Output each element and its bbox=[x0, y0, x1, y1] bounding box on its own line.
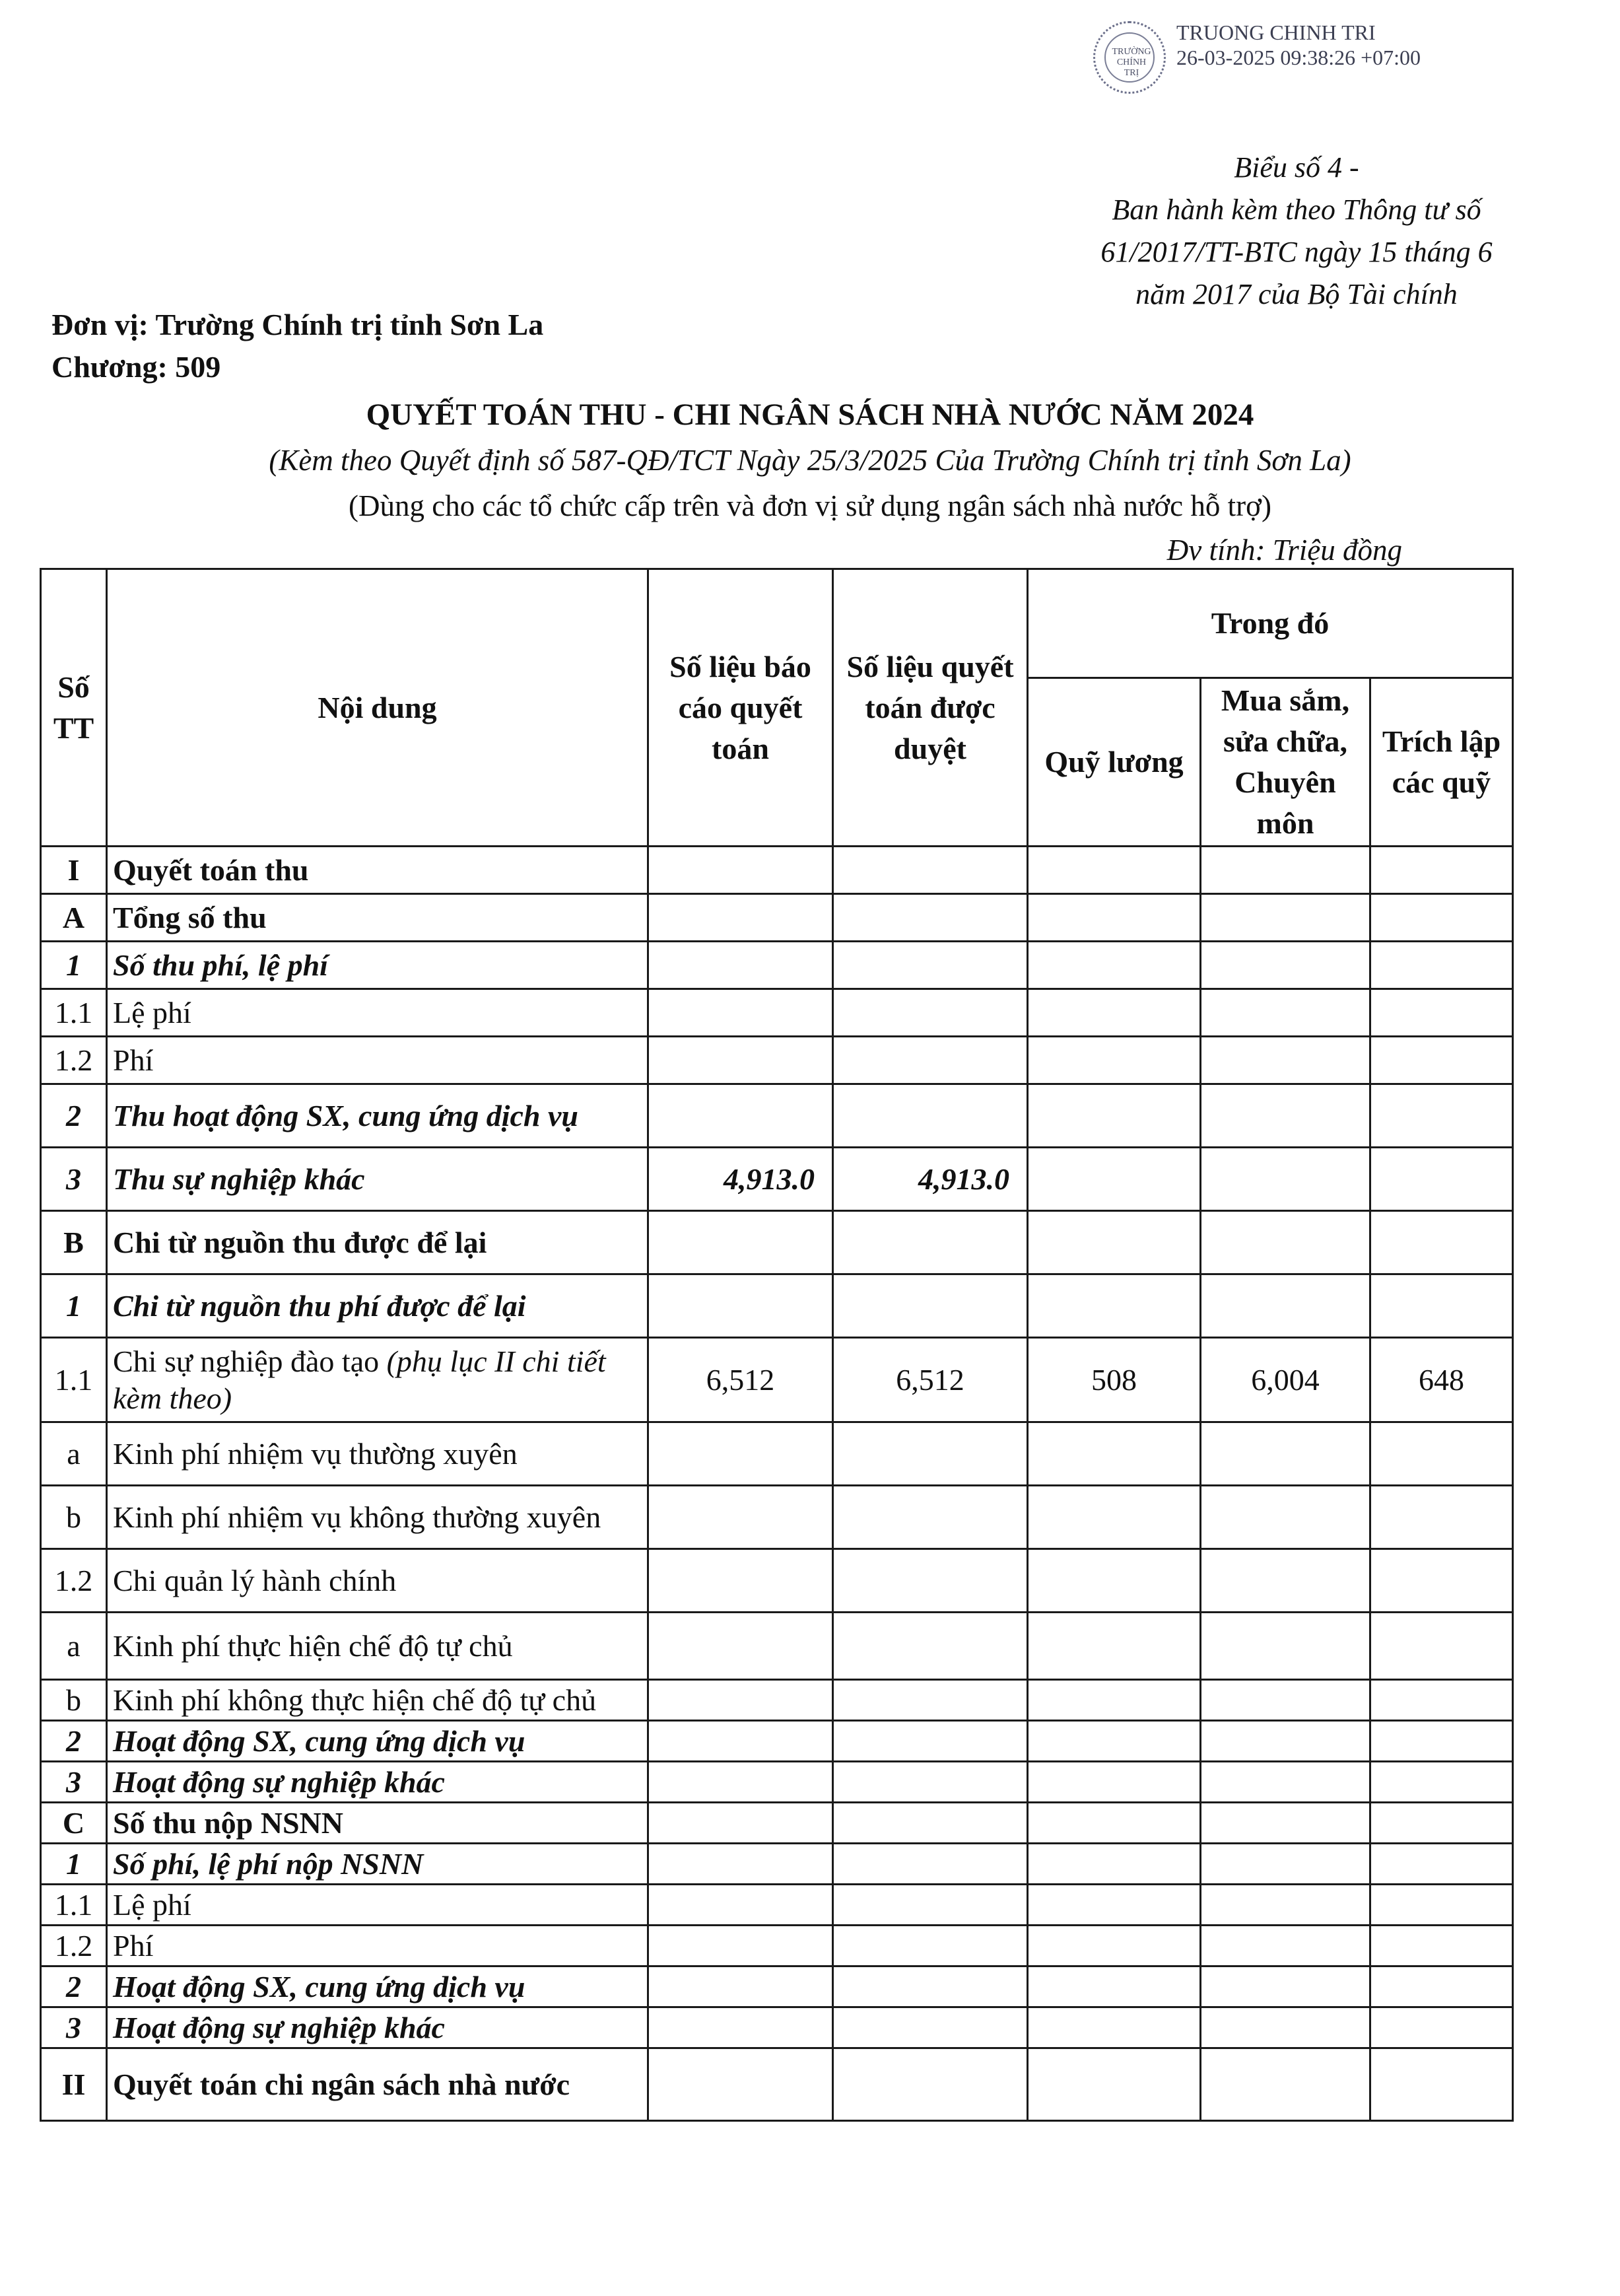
header-approved: Số liệu quyết toán được duyệt bbox=[833, 569, 1028, 847]
table-row bbox=[41, 1486, 1513, 1549]
cell-salary-fund bbox=[1028, 847, 1201, 894]
cell-salary-fund bbox=[1028, 1680, 1201, 1721]
cell-procurement bbox=[1201, 1680, 1370, 1721]
table-row bbox=[41, 1844, 1513, 1885]
table-row bbox=[41, 1721, 1513, 1762]
cell-approved bbox=[833, 1613, 1028, 1680]
digital-signature-seal bbox=[1093, 21, 1166, 94]
cell-reported: 4,913.0 bbox=[648, 1148, 833, 1211]
form-reference-line: Ban hành kèm theo Thông tư số bbox=[1112, 193, 1481, 226]
row-content bbox=[107, 942, 648, 989]
cell-salary-fund bbox=[1028, 989, 1201, 1037]
cell-procurement bbox=[1201, 1486, 1370, 1549]
cell-procurement bbox=[1201, 1084, 1370, 1148]
table-body bbox=[41, 847, 1513, 2121]
budget-settlement-table bbox=[40, 568, 1514, 2122]
row-content-text: Hoạt động SX, cung ứng dịch vụ bbox=[113, 1723, 525, 1758]
row-stt: a bbox=[41, 1613, 107, 1680]
cell-procurement bbox=[1201, 1274, 1370, 1338]
currency-unit-note: Đv tính: Triệu đồng bbox=[1166, 534, 1402, 567]
row-stt: 1.2 bbox=[41, 1037, 107, 1084]
row-stt: 1 bbox=[41, 1844, 107, 1885]
cell-salary-fund bbox=[1028, 1211, 1201, 1274]
cell-fund-allocation bbox=[1370, 1803, 1513, 1844]
cell-salary-fund bbox=[1028, 942, 1201, 989]
table-row bbox=[41, 942, 1513, 989]
row-stt: 1.1 bbox=[41, 1885, 107, 1926]
cell-fund-allocation bbox=[1370, 1721, 1513, 1762]
cell-procurement bbox=[1201, 1549, 1370, 1613]
signer-name: TRUONG CHINH TRI bbox=[1176, 20, 1376, 44]
row-content bbox=[107, 847, 648, 894]
row-stt: 1.1 bbox=[41, 989, 107, 1037]
cell-reported bbox=[648, 1762, 833, 1803]
cell-reported bbox=[648, 894, 833, 942]
cell-salary-fund bbox=[1028, 1721, 1201, 1762]
cell-approved bbox=[833, 1211, 1028, 1274]
row-content-text: Quyết toán thu bbox=[113, 852, 309, 887]
cell-fund-allocation bbox=[1370, 1549, 1513, 1613]
cell-salary-fund bbox=[1028, 1084, 1201, 1148]
table-row bbox=[41, 1966, 1513, 2007]
cell-procurement bbox=[1201, 1037, 1370, 1084]
cell-salary-fund bbox=[1028, 1885, 1201, 1926]
cell-reported bbox=[648, 2007, 833, 2048]
row-content-text: Kinh phí không thực hiện chế độ tự chủ bbox=[113, 1683, 597, 1717]
cell-reported bbox=[648, 1721, 833, 1762]
table-row bbox=[41, 1926, 1513, 1966]
cell-salary-fund bbox=[1028, 2048, 1201, 2121]
table-row bbox=[41, 1084, 1513, 1148]
cell-procurement bbox=[1201, 1211, 1370, 1274]
table-row bbox=[41, 1148, 1513, 1211]
row-content-text: Chi từ nguồn thu được để lại bbox=[113, 1225, 487, 1259]
cell-procurement bbox=[1201, 1844, 1370, 1885]
table-row bbox=[41, 894, 1513, 942]
row-content bbox=[107, 1680, 648, 1721]
row-content bbox=[107, 1966, 648, 2007]
table-row bbox=[41, 1338, 1513, 1422]
cell-reported bbox=[648, 1680, 833, 1721]
cell-procurement bbox=[1201, 1803, 1370, 1844]
cell-approved bbox=[833, 1803, 1028, 1844]
row-content bbox=[107, 1844, 648, 1885]
cell-fund-allocation bbox=[1370, 2007, 1513, 2048]
row-content-text: Tổng số thu bbox=[113, 900, 267, 934]
cell-fund-allocation bbox=[1370, 1613, 1513, 1680]
row-stt: 1.2 bbox=[41, 1549, 107, 1613]
table-row bbox=[41, 1211, 1513, 1274]
usage-note: (Dùng cho các tổ chức cấp trên và đơn vị sử dụng ngân sách nhà nước hỗ trợ) bbox=[349, 489, 1271, 522]
row-content-text: Quyết toán chi ngân sách nhà nước bbox=[113, 2067, 570, 2101]
cell-fund-allocation bbox=[1370, 1762, 1513, 1803]
cell-approved bbox=[833, 847, 1028, 894]
row-content bbox=[107, 1549, 648, 1613]
row-content-text: Lệ phí bbox=[113, 995, 191, 1029]
cell-procurement bbox=[1201, 1966, 1370, 2007]
cell-fund-allocation bbox=[1370, 989, 1513, 1037]
cell-reported bbox=[648, 1422, 833, 1486]
cell-procurement bbox=[1201, 2048, 1370, 2121]
row-stt: I bbox=[41, 847, 107, 894]
cell-fund-allocation bbox=[1370, 1274, 1513, 1338]
table-row bbox=[41, 1680, 1513, 1721]
row-content bbox=[107, 1803, 648, 1844]
cell-procurement bbox=[1201, 1885, 1370, 1926]
row-content-text: Lệ phí bbox=[113, 1887, 191, 1922]
row-stt: 3 bbox=[41, 1148, 107, 1211]
row-stt: 2 bbox=[41, 1721, 107, 1762]
row-stt: B bbox=[41, 1211, 107, 1274]
cell-procurement bbox=[1201, 942, 1370, 989]
cell-reported bbox=[648, 1926, 833, 1966]
row-content bbox=[107, 1148, 648, 1211]
cell-salary-fund bbox=[1028, 1274, 1201, 1338]
cell-approved bbox=[833, 2007, 1028, 2048]
cell-procurement bbox=[1201, 847, 1370, 894]
form-reference-line: năm 2017 của Bộ Tài chính bbox=[1135, 278, 1458, 310]
row-content bbox=[107, 989, 648, 1037]
row-content bbox=[107, 1885, 648, 1926]
cell-reported bbox=[648, 1274, 833, 1338]
cell-salary-fund bbox=[1028, 1613, 1201, 1680]
cell-fund-allocation bbox=[1370, 847, 1513, 894]
row-content bbox=[107, 2048, 648, 2121]
row-content bbox=[107, 1926, 648, 1966]
cell-fund-allocation bbox=[1370, 1885, 1513, 1926]
cell-salary-fund bbox=[1028, 1926, 1201, 1966]
row-content bbox=[107, 894, 648, 942]
cell-salary-fund bbox=[1028, 1422, 1201, 1486]
cell-salary-fund bbox=[1028, 1549, 1201, 1613]
unit-name: Đơn vị: Trường Chính trị tỉnh Sơn La bbox=[51, 308, 544, 341]
table-row bbox=[41, 1037, 1513, 1084]
cell-approved bbox=[833, 2048, 1028, 2121]
row-stt: a bbox=[41, 1422, 107, 1486]
signed-timestamp: 26-03-2025 09:38:26 +07:00 bbox=[1176, 46, 1421, 69]
cell-reported bbox=[648, 1486, 833, 1549]
cell-fund-allocation bbox=[1370, 1037, 1513, 1084]
row-content-text: Số thu nộp NSNN bbox=[113, 1805, 343, 1840]
table-row bbox=[41, 1274, 1513, 1338]
table-row bbox=[41, 1613, 1513, 1680]
row-content bbox=[107, 2007, 648, 2048]
row-content-text: Số thu phí, lệ phí bbox=[113, 948, 328, 982]
row-content bbox=[107, 1762, 648, 1803]
cell-approved bbox=[833, 1680, 1028, 1721]
cell-approved bbox=[833, 1885, 1028, 1926]
cell-reported bbox=[648, 942, 833, 989]
cell-procurement bbox=[1201, 1613, 1370, 1680]
cell-reported bbox=[648, 1966, 833, 2007]
row-content bbox=[107, 1486, 648, 1549]
cell-approved bbox=[833, 1721, 1028, 1762]
row-content-text: Hoạt động sự nghiệp khác bbox=[113, 2010, 445, 2044]
row-content bbox=[107, 1084, 648, 1148]
row-content bbox=[107, 1422, 648, 1486]
table-row bbox=[41, 989, 1513, 1037]
row-stt: b bbox=[41, 1486, 107, 1549]
row-stt: 1.1 bbox=[41, 1338, 107, 1422]
row-stt: C bbox=[41, 1803, 107, 1844]
cell-approved bbox=[833, 1486, 1028, 1549]
cell-fund-allocation bbox=[1370, 894, 1513, 942]
row-stt: 1.2 bbox=[41, 1926, 107, 1966]
row-stt: 1 bbox=[41, 942, 107, 989]
cell-salary-fund bbox=[1028, 1148, 1201, 1211]
cell-reported bbox=[648, 1844, 833, 1885]
cell-salary-fund bbox=[1028, 1762, 1201, 1803]
row-content-text: Kinh phí nhiệm vụ thường xuyên bbox=[113, 1436, 518, 1471]
row-content-text: Phí bbox=[113, 1043, 154, 1077]
cell-fund-allocation bbox=[1370, 2048, 1513, 2121]
cell-approved bbox=[833, 942, 1028, 989]
row-content-note: (phụ lục II chi tiết kèm theo) bbox=[113, 1344, 606, 1415]
row-content-text: Chi từ nguồn thu phí được để lại bbox=[113, 1288, 526, 1323]
header-reported: Số liệu báo cáo quyết toán bbox=[648, 569, 833, 847]
cell-fund-allocation bbox=[1370, 1486, 1513, 1549]
cell-reported bbox=[648, 1885, 833, 1926]
row-content bbox=[107, 1037, 648, 1084]
table-row bbox=[41, 2007, 1513, 2048]
cell-fund-allocation bbox=[1370, 1844, 1513, 1885]
row-content-text: Chi sự nghiệp đào tạo bbox=[113, 1344, 387, 1378]
cell-approved bbox=[833, 1084, 1028, 1148]
cell-salary-fund bbox=[1028, 1037, 1201, 1084]
cell-fund-allocation bbox=[1370, 1422, 1513, 1486]
cell-fund-allocation bbox=[1370, 1084, 1513, 1148]
table-row bbox=[41, 847, 1513, 894]
table-row bbox=[41, 1549, 1513, 1613]
row-stt: 3 bbox=[41, 2007, 107, 2048]
cell-fund-allocation bbox=[1370, 942, 1513, 989]
header-of-which: Trong đó bbox=[1028, 569, 1513, 678]
form-reference bbox=[1046, 147, 1547, 316]
cell-reported bbox=[648, 1084, 833, 1148]
cell-procurement bbox=[1201, 1721, 1370, 1762]
cell-procurement bbox=[1201, 1148, 1370, 1211]
table-row bbox=[41, 2048, 1513, 2121]
form-reference-line: 61/2017/TT-BTC ngày 15 tháng 6 bbox=[1100, 236, 1493, 268]
cell-approved bbox=[833, 894, 1028, 942]
header-content: Nội dung bbox=[107, 569, 648, 847]
row-content-text: Hoạt động sự nghiệp khác bbox=[113, 1764, 445, 1799]
cell-fund-allocation bbox=[1370, 1148, 1513, 1211]
document-title: QUYẾT TOÁN THU - CHI NGÂN SÁCH NHÀ NƯỚC NĂM 2024 bbox=[366, 398, 1254, 432]
row-content-text: Phí bbox=[113, 1928, 154, 1963]
cell-approved bbox=[833, 989, 1028, 1037]
table-row bbox=[41, 1803, 1513, 1844]
cell-fund-allocation bbox=[1370, 1926, 1513, 1966]
seal-lettering: TRƯỜNG CHÍNH TRỊ bbox=[1112, 47, 1151, 78]
cell-procurement bbox=[1201, 2007, 1370, 2048]
cell-salary-fund bbox=[1028, 1966, 1201, 2007]
cell-reported bbox=[648, 1037, 833, 1084]
row-content bbox=[107, 1721, 648, 1762]
cell-reported bbox=[648, 1613, 833, 1680]
row-content-text: Chi quản lý hành chính bbox=[113, 1563, 397, 1597]
cell-fund-allocation bbox=[1370, 1211, 1513, 1274]
cell-approved bbox=[833, 1762, 1028, 1803]
form-number: Biểu số 4 - bbox=[1234, 151, 1359, 184]
cell-salary-fund bbox=[1028, 1803, 1201, 1844]
cell-approved bbox=[833, 1926, 1028, 1966]
row-content bbox=[107, 1613, 648, 1680]
row-content bbox=[107, 1274, 648, 1338]
cell-fund-allocation bbox=[1370, 1680, 1513, 1721]
cell-reported bbox=[648, 1803, 833, 1844]
row-stt: 2 bbox=[41, 1966, 107, 2007]
cell-procurement bbox=[1201, 1422, 1370, 1486]
cell-procurement bbox=[1201, 1926, 1370, 1966]
cell-reported bbox=[648, 989, 833, 1037]
header-fund-allocation: Trích lập các quỹ bbox=[1370, 678, 1513, 847]
table-row bbox=[41, 1885, 1513, 1926]
cell-salary-fund bbox=[1028, 1486, 1201, 1549]
cell-reported bbox=[648, 847, 833, 894]
row-content-text: Kinh phí nhiệm vụ không thường xuyên bbox=[113, 1500, 601, 1534]
header-stt: Số TT bbox=[41, 569, 107, 847]
row-content-text: Hoạt động SX, cung ứng dịch vụ bbox=[113, 1969, 525, 2003]
cell-approved bbox=[833, 1422, 1028, 1486]
cell-reported bbox=[648, 1549, 833, 1613]
cell-salary-fund bbox=[1028, 2007, 1201, 2048]
cell-reported bbox=[648, 1211, 833, 1274]
row-stt: A bbox=[41, 894, 107, 942]
header-salary-fund: Quỹ lương bbox=[1028, 678, 1201, 847]
cell-approved: 4,913.0 bbox=[833, 1148, 1028, 1211]
row-content-text: Kinh phí thực hiện chế độ tự chủ bbox=[113, 1628, 513, 1663]
row-content bbox=[107, 1338, 648, 1422]
header-procurement: Mua sắm, sửa chữa, Chuyên môn bbox=[1201, 678, 1370, 847]
cell-reported bbox=[648, 2048, 833, 2121]
row-stt: 3 bbox=[41, 1762, 107, 1803]
cell-procurement bbox=[1201, 989, 1370, 1037]
row-content-text: Thu sự nghiệp khác bbox=[113, 1162, 365, 1196]
cell-salary-fund bbox=[1028, 1844, 1201, 1885]
cell-fund-allocation: 648 bbox=[1370, 1338, 1513, 1422]
row-stt: 2 bbox=[41, 1084, 107, 1148]
document-subtitle: (Kèm theo Quyết định số 587-QĐ/TCT Ngày 25/3/2025 Của Trường Chính trị tỉnh Sơn La) bbox=[269, 444, 1351, 477]
cell-approved bbox=[833, 1274, 1028, 1338]
chapter-code: Chương: 509 bbox=[51, 350, 221, 384]
row-stt: b bbox=[41, 1680, 107, 1721]
row-content-text: Số phí, lệ phí nộp NSNN bbox=[113, 1846, 424, 1881]
row-stt: II bbox=[41, 2048, 107, 2121]
table-row bbox=[41, 1762, 1513, 1803]
row-stt: 1 bbox=[41, 1274, 107, 1338]
cell-salary-fund: 508 bbox=[1028, 1338, 1201, 1422]
table-row bbox=[41, 1422, 1513, 1486]
digital-signature-info bbox=[1176, 20, 1421, 70]
cell-salary-fund bbox=[1028, 894, 1201, 942]
row-content bbox=[107, 1211, 648, 1274]
cell-approved bbox=[833, 1966, 1028, 2007]
cell-approved bbox=[833, 1549, 1028, 1613]
cell-procurement bbox=[1201, 1762, 1370, 1803]
cell-approved: 6,512 bbox=[833, 1338, 1028, 1422]
cell-procurement bbox=[1201, 894, 1370, 942]
cell-procurement: 6,004 bbox=[1201, 1338, 1370, 1422]
cell-reported: 6,512 bbox=[648, 1338, 833, 1422]
table-header-row bbox=[41, 569, 1513, 678]
row-content-text: Thu hoạt động SX, cung ứng dịch vụ bbox=[113, 1098, 578, 1132]
cell-approved bbox=[833, 1844, 1028, 1885]
cell-approved bbox=[833, 1037, 1028, 1084]
cell-fund-allocation bbox=[1370, 1966, 1513, 2007]
